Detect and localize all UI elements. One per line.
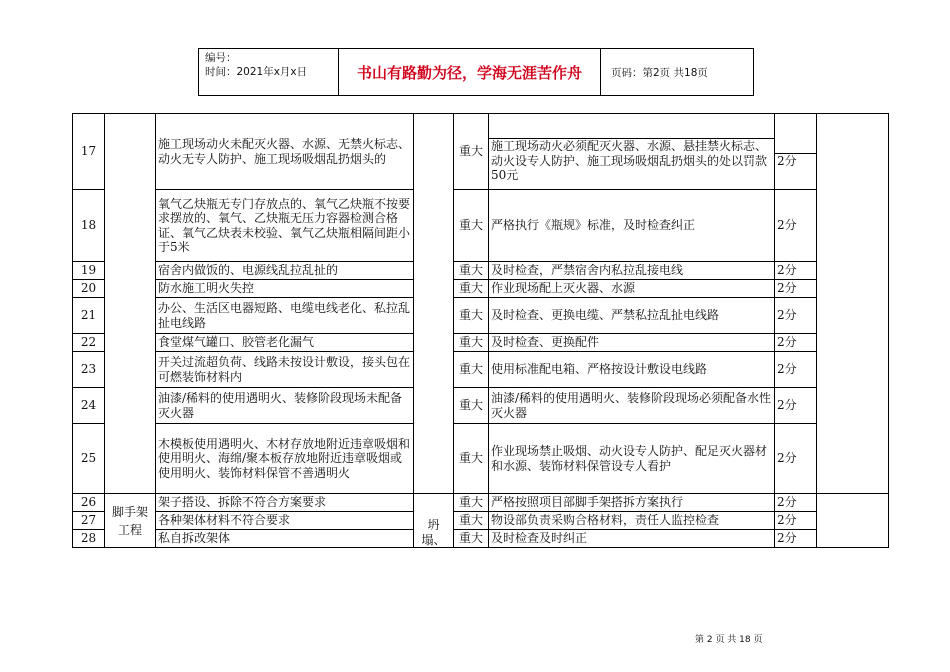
row-number: 19 xyxy=(73,262,105,280)
hazard-description: 私自拆改架体 xyxy=(156,530,414,548)
row-number: 20 xyxy=(73,280,105,298)
table-row xyxy=(73,352,889,388)
serial-label: 编号： xyxy=(205,52,237,64)
table-row xyxy=(73,388,889,424)
row-number: 28 xyxy=(73,530,105,548)
risk-level: 重大 xyxy=(454,280,489,298)
hazard-description: 开关过流超负荷、线路未按设计敷设，接头包在可燃装饰材料内 xyxy=(156,352,414,388)
hazard-description: 防水施工明火失控 xyxy=(156,280,414,298)
remarks-cell xyxy=(817,494,889,548)
table-row xyxy=(73,424,889,494)
row-number: 22 xyxy=(73,334,105,352)
score: 2分 xyxy=(775,512,817,530)
table-row xyxy=(73,114,889,190)
score: 2分 xyxy=(775,298,817,334)
time-label: 时间：2021年x月x日 xyxy=(205,66,308,78)
risk-level: 重大 xyxy=(454,114,489,190)
table-row xyxy=(73,262,889,280)
row-number: 18 xyxy=(73,190,105,262)
score: 2分 xyxy=(775,388,817,424)
hazard-description: 食堂煤气罐口、胶管老化漏气 xyxy=(156,334,414,352)
control-measure: 及时检查，严禁宿舍内私拉乱接电线 xyxy=(489,262,775,280)
hazard-description: 宿舍内做饭的、电源线乱拉乱扯的 xyxy=(156,262,414,280)
hazard-description: 油漆/稀料的使用遇明火、装修阶段现场未配备灭火器 xyxy=(156,388,414,424)
table-row xyxy=(73,512,889,530)
header-page-info: 页码：第2页 共18页 xyxy=(611,66,708,79)
table-row xyxy=(73,494,889,512)
score: 2分 xyxy=(775,494,817,512)
row-number: 24 xyxy=(73,388,105,424)
score: 2分 xyxy=(775,424,817,494)
table-row xyxy=(73,334,889,352)
page-footer: 第 2 页 共 18 页 xyxy=(695,635,763,645)
control-measure: 严格按照项目部脚手架搭拆方案执行 xyxy=(489,494,775,512)
table-row xyxy=(73,280,889,298)
table-row xyxy=(73,190,889,262)
risk-level: 重大 xyxy=(454,298,489,334)
control-measure: 及时检查、更换电缆、严禁私拉乱扯电线路 xyxy=(489,298,775,334)
category-collapse: 坍塌、 xyxy=(414,494,454,548)
row-number: 17 xyxy=(73,114,105,190)
hazard-description: 施工现场动火未配灭火器、水源、无禁火标志、动火无专人防护、施工现场吸烟乱扔烟头的 xyxy=(156,114,414,190)
hazard-description: 各种架体材料不符合要求 xyxy=(156,512,414,530)
category-cell xyxy=(414,114,454,494)
score: 2分 xyxy=(775,352,817,388)
row-number: 23 xyxy=(73,352,105,388)
control-measure: 油漆/稀料的使用遇明火、装修阶段现场必须配备水性灭火器 xyxy=(489,388,775,424)
row-number: 27 xyxy=(73,512,105,530)
header-motto: 书山有路勤为径，学海无涯苦作舟 xyxy=(339,49,601,95)
risk-level: 重大 xyxy=(454,494,489,512)
risk-level: 重大 xyxy=(454,352,489,388)
score: 2分 xyxy=(775,262,817,280)
control-measure: 严格执行《瓶规》标准，及时检查纠正 xyxy=(489,190,775,262)
control-measure: 及时检查、更换配件 xyxy=(489,334,775,352)
score: 2分 xyxy=(777,153,797,168)
hazard-table xyxy=(72,113,889,548)
row-number: 21 xyxy=(73,298,105,334)
hazard-description: 木模板使用遇明火、木材存放地附近违章吸烟和使用明火、海绵/聚本板存放地附近违章吸烟或使用明火、装饰材料保管不善遇明火 xyxy=(156,424,414,494)
control-measure: 施工现场动火必须配灭火器、水源、悬挂禁火标志、动火设专人防护、施工现场吸烟乱扔烟头的处以罚款50元 xyxy=(491,139,768,183)
hazard-description: 氧气乙炔瓶无专门存放点的、氧气乙炔瓶不按要求摆放的、氧气、乙炔瓶无压力容器检测合格证、氧气乙炔表未校验、氧气乙炔瓶相隔间距小于5米 xyxy=(156,190,414,262)
row-number: 25 xyxy=(73,424,105,494)
risk-level: 重大 xyxy=(454,530,489,548)
control-measure: 使用标准配电箱、严格按设计敷设电线路 xyxy=(489,352,775,388)
score: 2分 xyxy=(775,530,817,548)
control-measure: 作业现场禁止吸烟、动火设专人防护、配足灭火器材和水源、装饰材料保管设专人看护 xyxy=(489,424,775,494)
risk-level: 重大 xyxy=(454,424,489,494)
control-measure: 及时检查及时纠正 xyxy=(489,530,775,548)
risk-level: 重大 xyxy=(454,388,489,424)
score: 2分 xyxy=(775,190,817,262)
remarks-cell xyxy=(817,114,889,494)
category-cell xyxy=(105,114,156,494)
score: 2分 xyxy=(775,280,817,298)
score: 2分 xyxy=(775,334,817,352)
control-measure-cell xyxy=(489,114,775,190)
table-row xyxy=(73,530,889,548)
risk-level: 重大 xyxy=(454,512,489,530)
control-measure: 作业现场配上灭火器、水源 xyxy=(489,280,775,298)
header-meta xyxy=(199,49,339,95)
category-scaffold: 脚手架工程 xyxy=(105,494,156,548)
risk-level: 重大 xyxy=(454,190,489,262)
hazard-description: 办公、生活区电器短路、电缆电线老化、私拉乱扯电线路 xyxy=(156,298,414,334)
hazard-description: 架子搭设、拆除不符合方案要求 xyxy=(156,494,414,512)
control-measure: 物设部负责采购合格材料，责任人监控检查 xyxy=(489,512,775,530)
table-row xyxy=(73,298,889,334)
row-number: 26 xyxy=(73,494,105,512)
page-header xyxy=(198,48,754,96)
risk-level: 重大 xyxy=(454,334,489,352)
risk-level: 重大 xyxy=(454,262,489,280)
score-cell xyxy=(775,114,817,190)
